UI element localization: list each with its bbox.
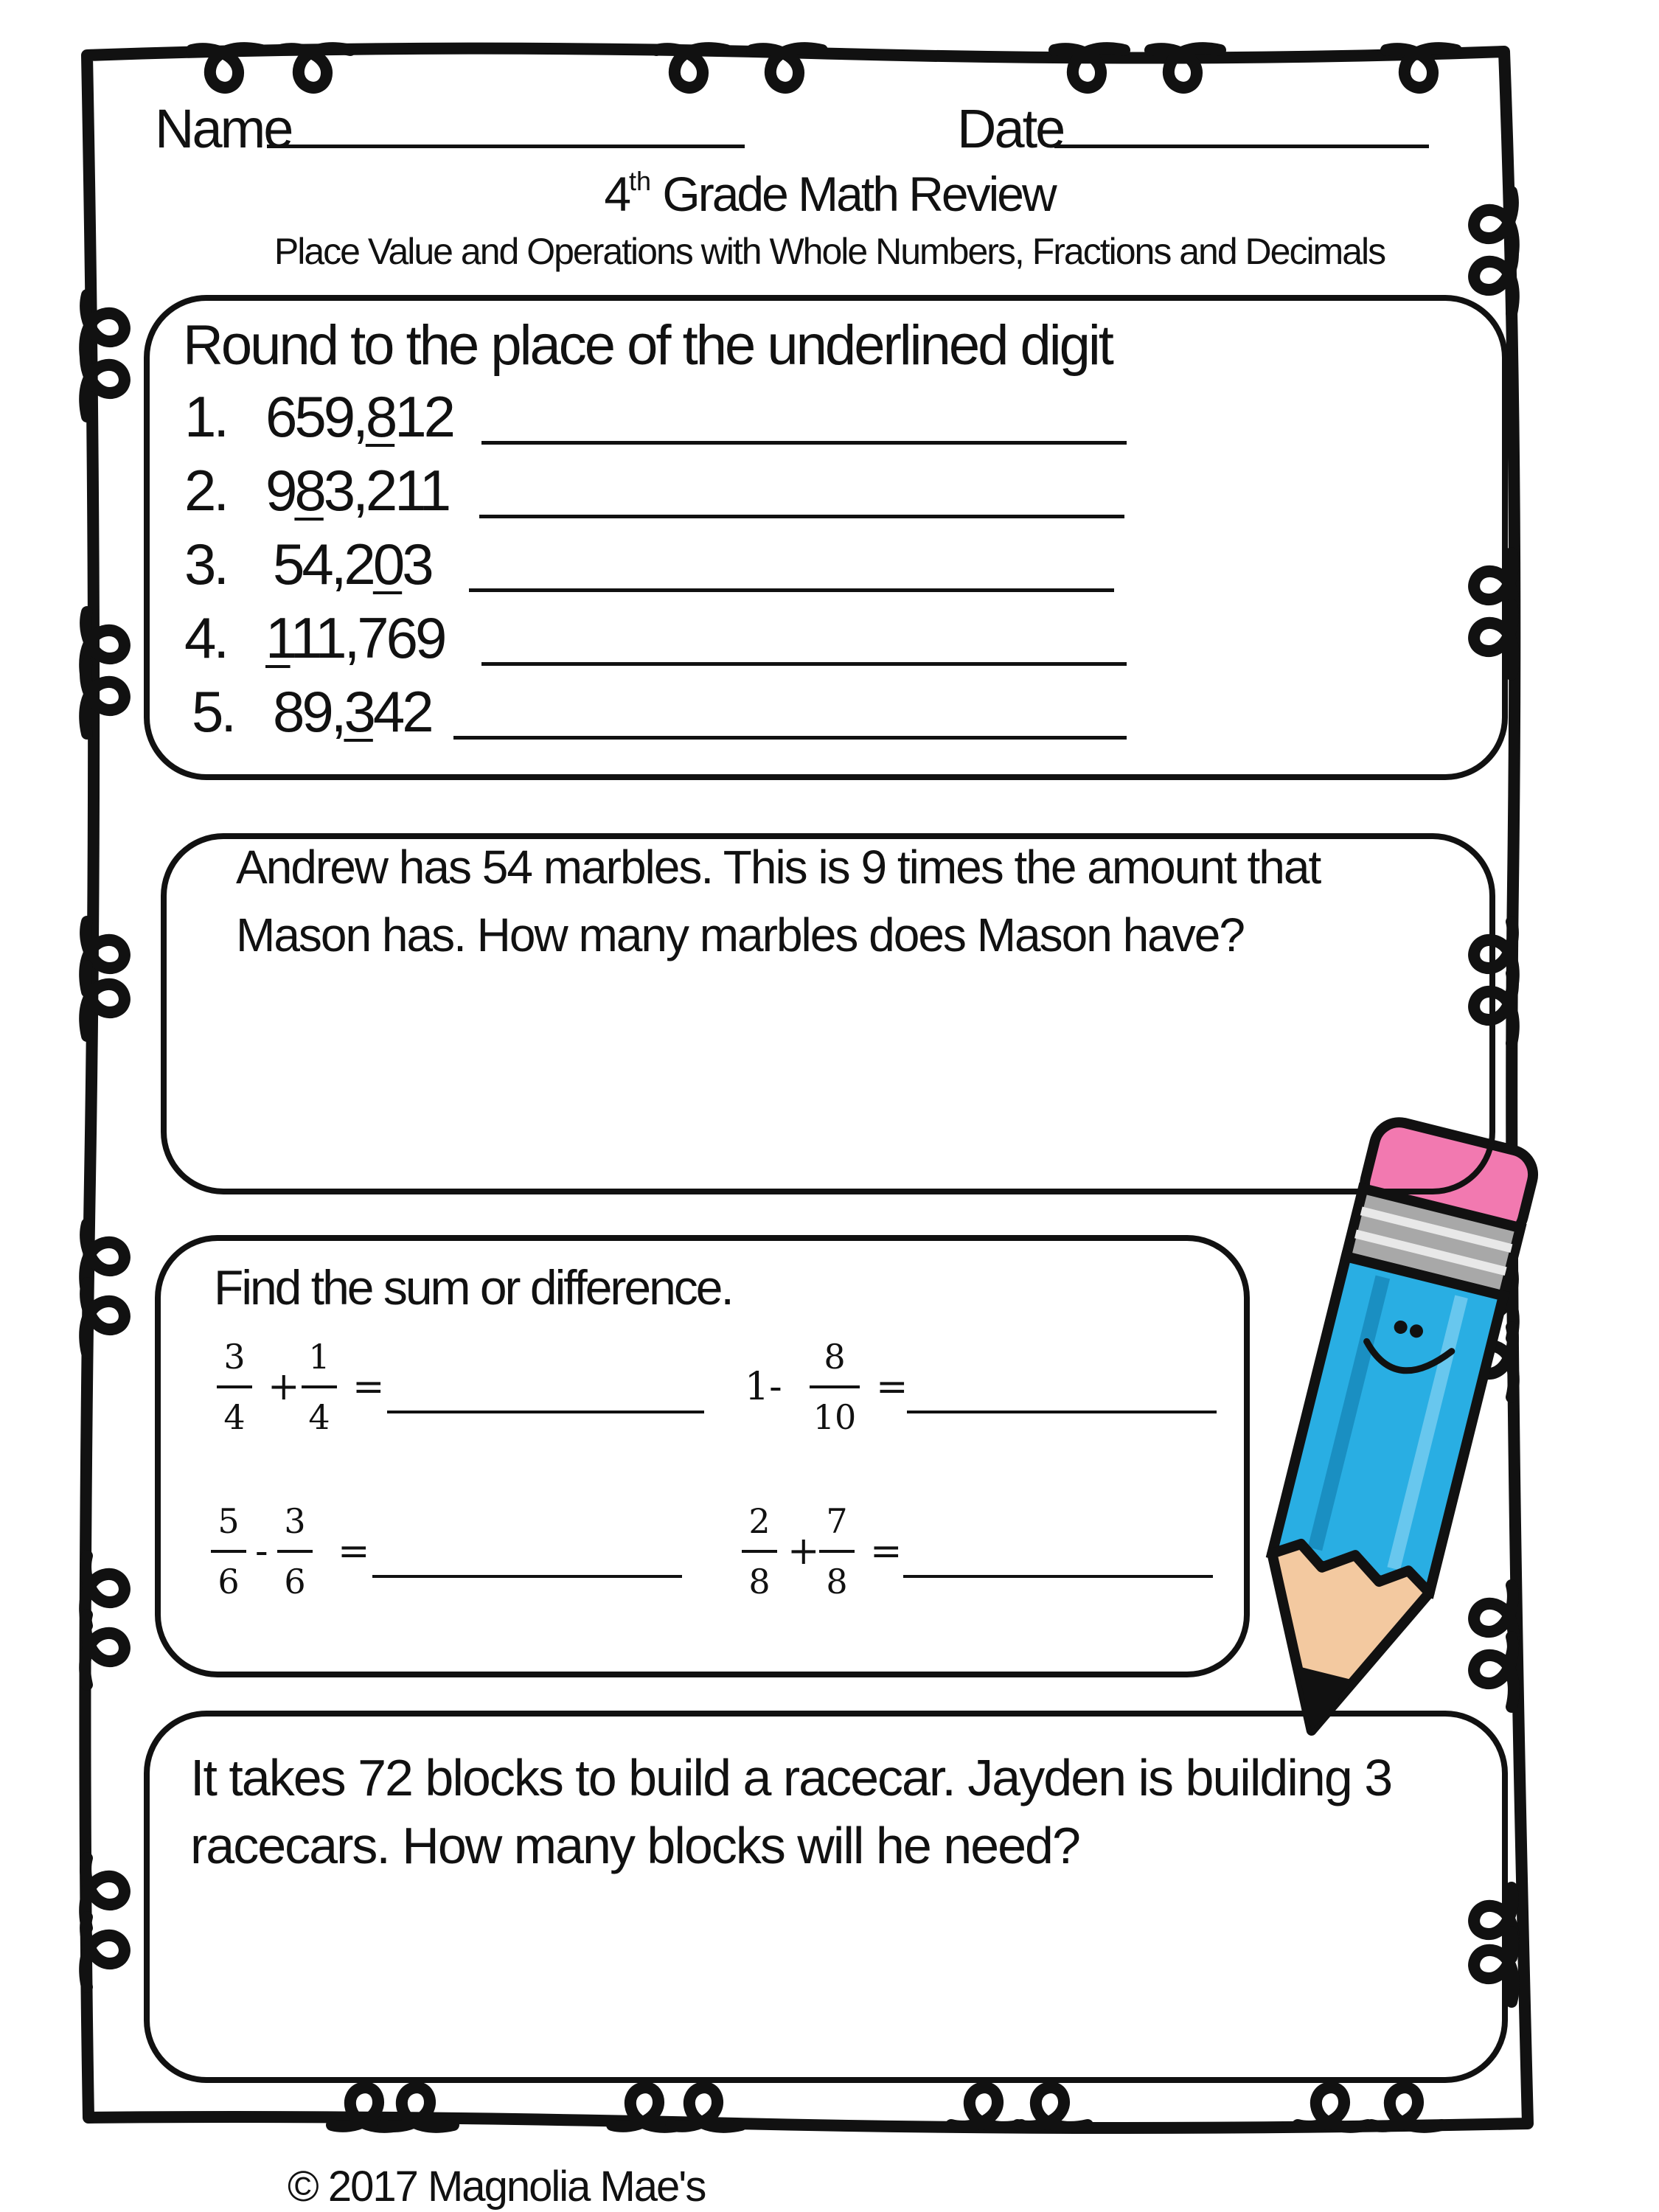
marbles-line-1: Andrew has 54 marbles. This is 9 times the amount that <box>236 841 1321 894</box>
answer-line[interactable] <box>372 1575 682 1578</box>
underlined-digit: 0 <box>372 532 403 597</box>
rounding-heading: Round to the place of the underlined digit <box>183 314 1112 377</box>
answer-line[interactable] <box>387 1411 704 1413</box>
racecar-line-2: racecars. How many blocks will he need? <box>190 1817 1079 1874</box>
item-number: 1. <box>184 384 227 449</box>
underlined-digit: 8 <box>365 384 395 449</box>
answer-line[interactable] <box>903 1575 1213 1578</box>
item-value: 983,211 <box>265 458 449 523</box>
operator: - <box>255 1529 268 1573</box>
operator: + <box>268 1365 300 1409</box>
racecar-answer-area[interactable] <box>192 1888 1445 2057</box>
item-number: 3. <box>184 532 227 597</box>
answer-line[interactable] <box>907 1411 1217 1413</box>
grade-number: 4 <box>604 167 630 221</box>
answer-line[interactable] <box>481 441 1127 445</box>
answer-line[interactable] <box>469 588 1114 592</box>
equals-sign: = <box>870 1529 902 1573</box>
operator: + <box>787 1529 820 1573</box>
item-value: 111,769 <box>265 605 445 670</box>
marbles-answer-area[interactable] <box>221 981 1239 1172</box>
title-text: Grade Math Review <box>651 167 1055 221</box>
page-subtitle: Place Value and Operations with Whole Numbers, Fractions and Decimals <box>274 231 1385 272</box>
racecar-line-1: It takes 72 blocks to build a racecar. Jayden is building 3 <box>190 1749 1392 1806</box>
copyright-footer: © 2017 Magnolia Mae's <box>288 2163 706 2211</box>
marbles-line-2: Mason has. How many marbles does Mason have? <box>236 908 1244 961</box>
fraction-problem: 1- 8 10 = <box>745 1338 1231 1471</box>
fractions-heading: Find the sum or difference. <box>214 1260 732 1315</box>
underlined-digit: 3 <box>344 679 373 744</box>
underlined-digit: 8 <box>294 458 324 523</box>
underlined-digit: 1 <box>265 605 291 670</box>
date-field <box>957 97 1063 160</box>
marbles-question <box>236 833 1320 969</box>
equals-sign: = <box>338 1529 370 1573</box>
equals-sign: = <box>352 1365 385 1409</box>
fraction-problem: 5 6 - 3 6 = <box>206 1503 708 1635</box>
page-title <box>0 166 1659 222</box>
item-value: 659,812 <box>265 384 453 449</box>
name-input-line[interactable] <box>267 145 745 148</box>
fraction-problem: 3 4 + 1 4 = <box>212 1338 714 1471</box>
grade-suffix: th <box>629 166 652 196</box>
whole-number: 1- <box>745 1365 782 1409</box>
name-label: Name <box>155 98 292 159</box>
answer-line[interactable] <box>481 662 1127 666</box>
date-label: Date <box>957 98 1064 159</box>
fraction-problem: 2 8 + 7 8 = <box>737 1503 1224 1635</box>
item-number: 4. <box>184 605 227 670</box>
item-number: 5. <box>192 679 234 744</box>
item-number: 2. <box>184 458 227 523</box>
item-value: 54,203 <box>273 532 431 597</box>
item-value: 89,342 <box>273 679 431 744</box>
answer-line[interactable] <box>479 515 1124 518</box>
date-input-line[interactable] <box>1054 145 1429 148</box>
name-field <box>155 97 291 160</box>
equals-sign: = <box>876 1365 908 1409</box>
racecar-question <box>190 1744 1391 1879</box>
answer-line[interactable] <box>453 736 1127 740</box>
